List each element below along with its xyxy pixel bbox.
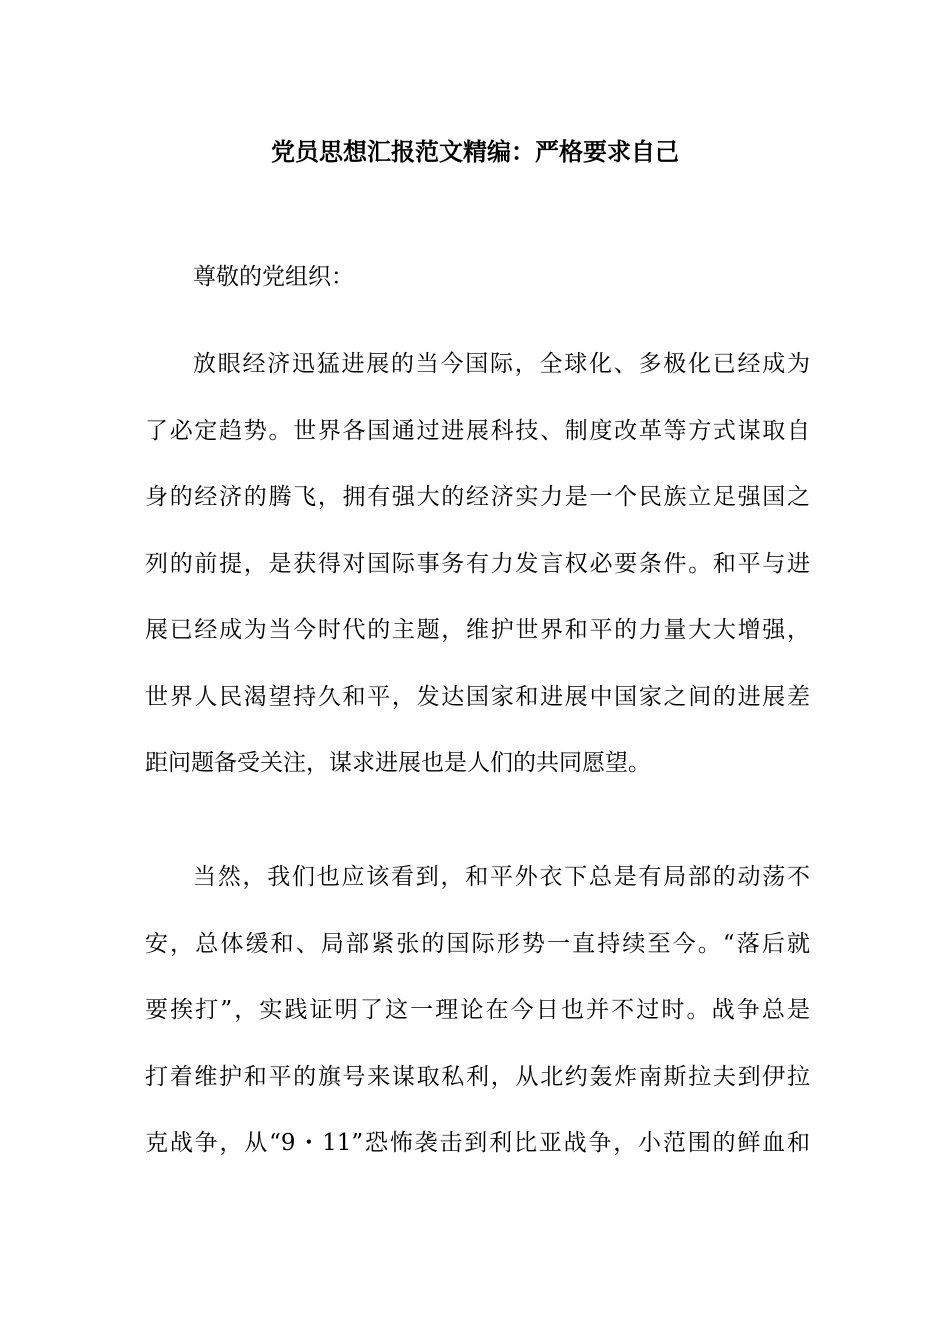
paragraph-2-line: 当然，我们也应该看到，和平外衣下总是有局部的动荡不	[193, 864, 810, 890]
paragraph-1-line: 放眼经济迅猛进展的当今国际，全球化、多极化已经成为	[193, 351, 810, 377]
paragraph-1-line: 距问题备受关注，谋求进展也是人们的共同愿望。	[145, 750, 651, 776]
paragraph-1-line: 世界人民渴望持久和平，发达国家和进展中国家之间的进展差	[145, 683, 810, 710]
paragraph-1-line: 展已经成为当今时代的主题，维护世界和平的力量大大增强，	[145, 617, 810, 643]
paragraph-2-line: 要挨打”，实践证明了这一理论在今日也并不过时。战争总是	[145, 997, 810, 1023]
paragraph-2-line: 打着维护和平的旗号来谋取私利，从北约轰炸南斯拉夫到伊拉	[145, 1063, 810, 1090]
document-title: 党员思想汇报范文精编：严格要求自己	[271, 137, 679, 166]
paragraph-1-line: 列的前提，是获得对国际事务有力发言权必要条件。和平与进	[145, 550, 810, 577]
paragraph-2	[145, 844, 810, 1177]
paragraph-1-line: 了必定趋势。世界各国通过进展科技、制度改革等方式谋取自	[145, 417, 810, 444]
paragraph-1	[145, 331, 810, 797]
paragraph-2-line: 安，总体缓和、局部紧张的国际形势一直持续至今。“落后就	[145, 930, 810, 957]
paragraph-2-line: 克战争，从“9・11”恐怖袭击到利比亚战争，小范围的鲜血和	[145, 1130, 810, 1156]
salutation: 尊敬的党组织：	[193, 264, 354, 290]
paragraph-1-line: 身的经济的腾飞，拥有强大的经济实力是一个民族立足强国之	[145, 484, 810, 510]
